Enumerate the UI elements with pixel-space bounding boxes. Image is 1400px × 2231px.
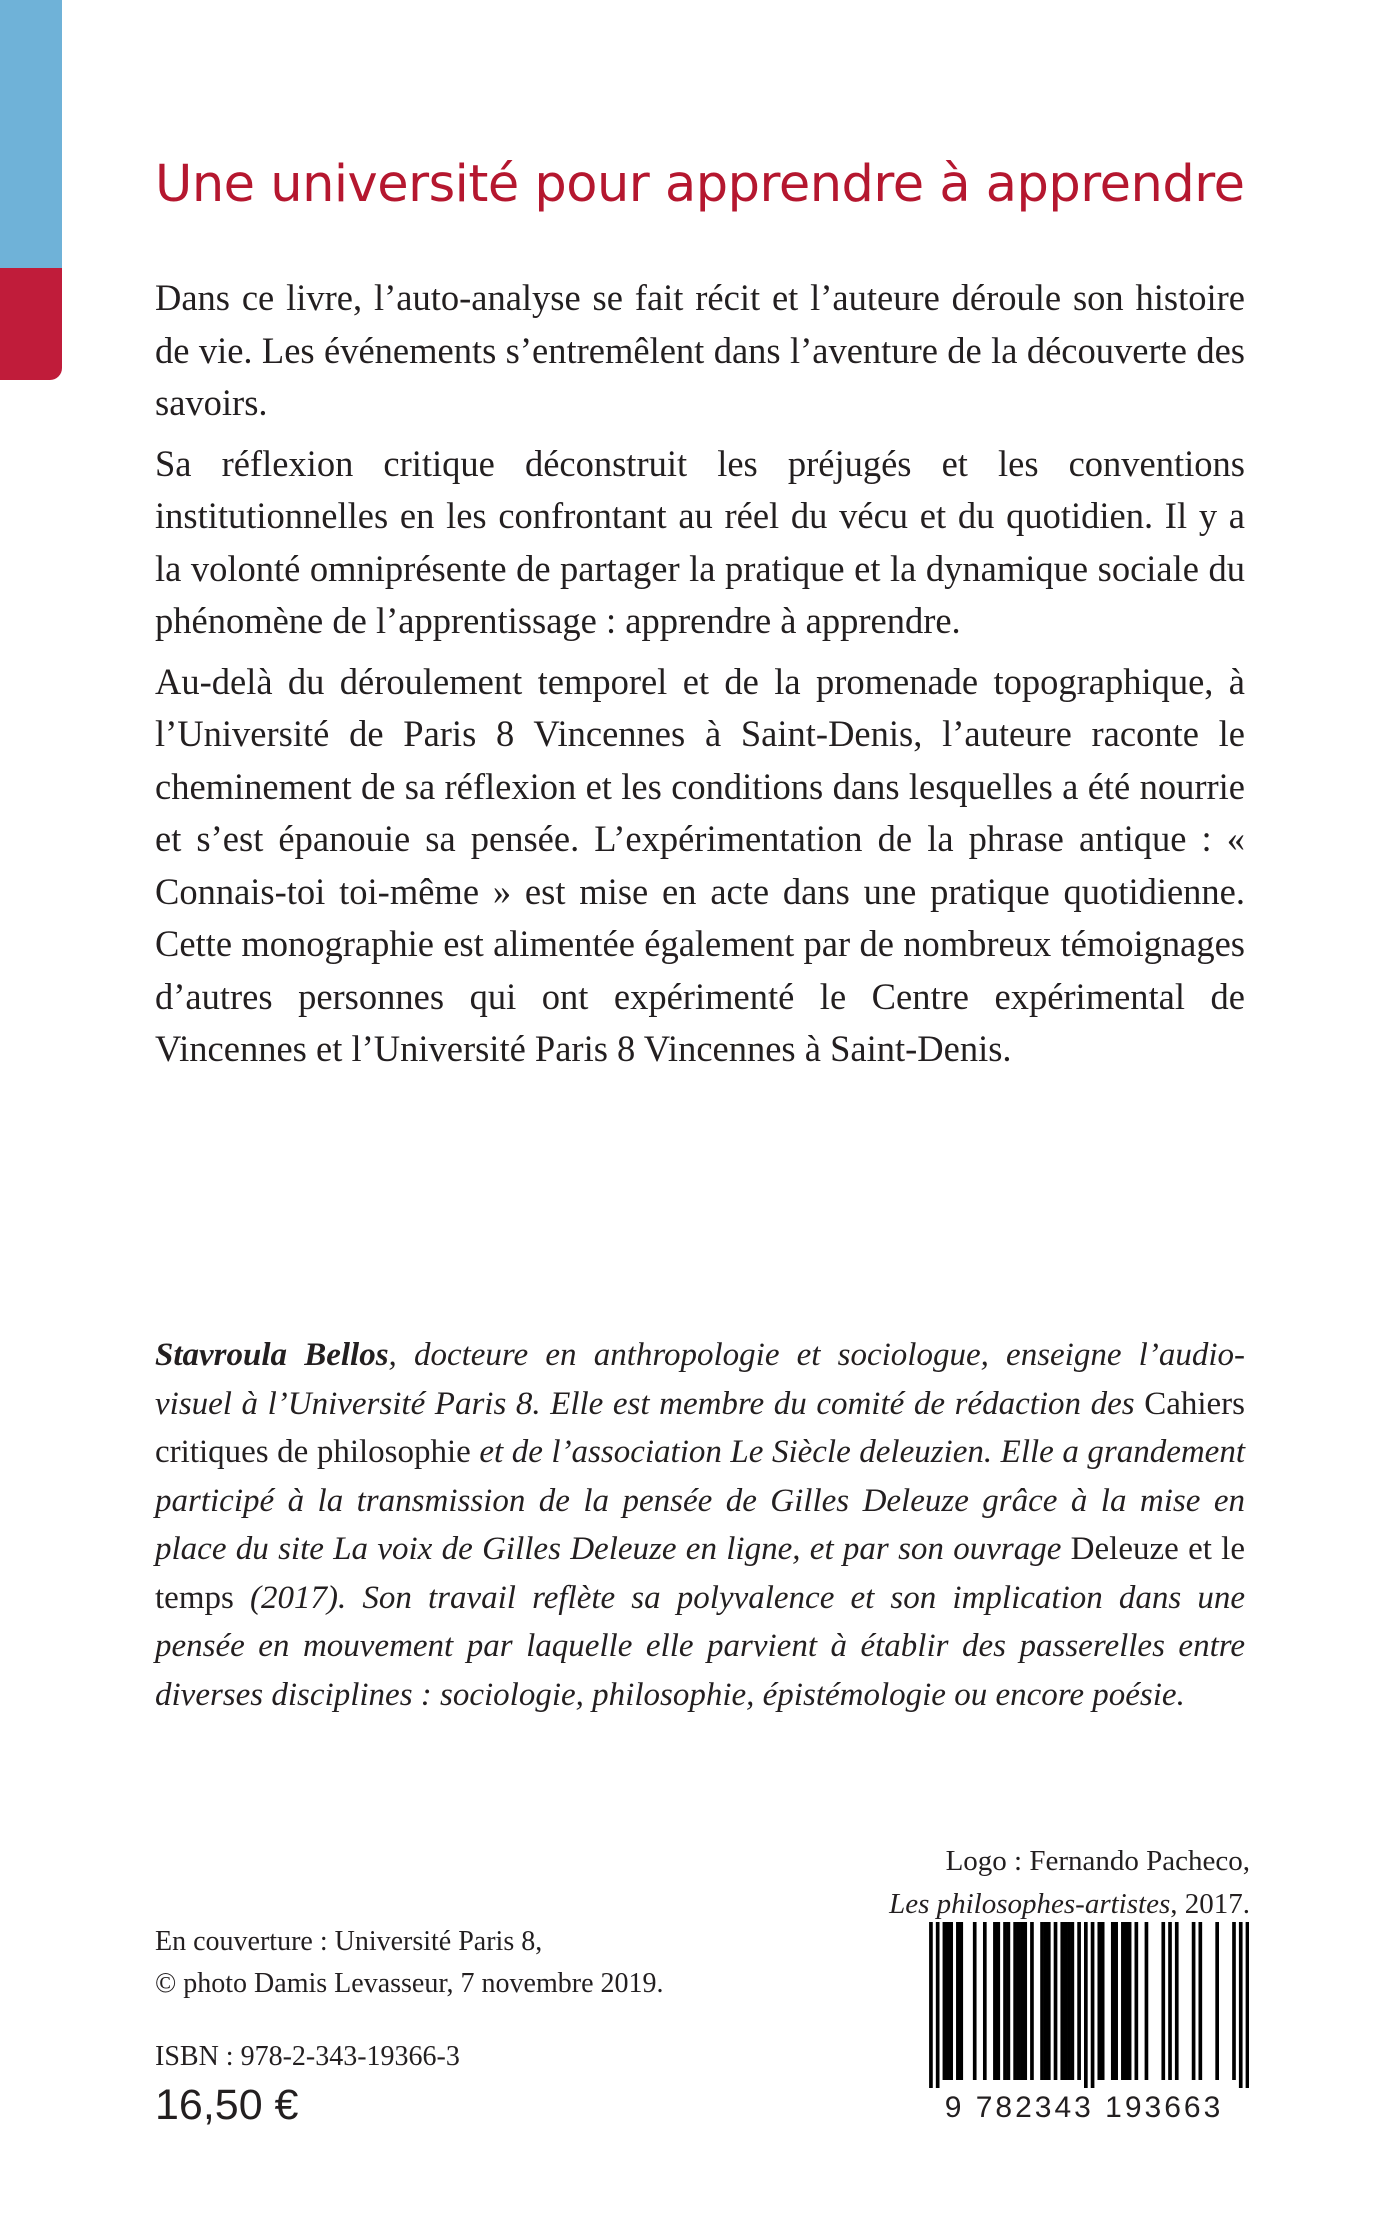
cover-credit-line1: En couverture : Université Paris 8, (155, 1926, 543, 1957)
barcode-bar (1060, 1922, 1064, 2080)
logo-credit (889, 1840, 1250, 1926)
logo-credit-line1: Logo : Fernando Pacheco, (945, 1845, 1250, 1877)
blurb-paragraph-2: Sa réflexion critique déconstruit les préjugés et les conventions institutionnelles en les confrontant au réel du vécu et du quotidien. Il y a la volonté omniprésente de partager la pratique et la dynamique sociale du phénomène de l’apprentissage : apprendre à apprendre. (155, 442, 1245, 641)
barcode-bar (1239, 1922, 1243, 2092)
logo-credit-line2 (889, 1883, 1250, 1926)
price: 16,50 € (155, 2081, 299, 2129)
barcode-bar (1246, 1922, 1249, 2092)
barcode-bar (936, 1922, 940, 2092)
logo-credit-year: , 2017. (1170, 1888, 1250, 1920)
barcode-bar (1192, 1922, 1196, 2080)
barcode-bar (959, 1922, 963, 2080)
barcode-bar (1097, 1922, 1101, 2080)
barcode-bar (1064, 1922, 1068, 2080)
barcode-bar (1007, 1922, 1011, 2080)
barcode-bar (1091, 1922, 1095, 2092)
author-bio (155, 1331, 1245, 1719)
bio-text-3: (2017). Son travail reflète sa polyvalence et son implication dans une pensée en mouvement par laquelle elle parvient à établir des passerelles entre diverses disciplines : sociologie, philosophie, épistémologie ou encore poésie. (155, 1579, 1245, 1713)
barcode-bar (1198, 1922, 1202, 2080)
barcode-bar (949, 1922, 953, 2080)
barcode-bar (929, 1922, 933, 2092)
barcode-bar (1067, 1922, 1071, 2080)
barcode-bar (1040, 1922, 1044, 2080)
barcode-bar (1003, 1922, 1007, 2080)
barcode-bar (1145, 1922, 1149, 2080)
barcode-bar (1215, 1922, 1219, 2080)
barcode-bar (973, 1922, 977, 2080)
barcode-bar (1135, 1922, 1139, 2080)
barcode-bar (1232, 1922, 1236, 2080)
barcode-bar (1077, 1922, 1081, 2080)
bio-journal: Cahiers critiques de philosophie (155, 1385, 1245, 1470)
barcode-bar (1101, 1922, 1105, 2080)
barcode-bar (1013, 1922, 1017, 2080)
barcode-bar (956, 1922, 960, 2080)
barcode-bar (1047, 1922, 1051, 2080)
barcode-bar (1023, 1922, 1027, 2080)
barcode-bar (1161, 1922, 1165, 2080)
barcode-bar (983, 1922, 987, 2080)
barcode-bar (1128, 1922, 1132, 2080)
bio-text-1: , docteure en anthropologie et sociologue, enseigne l’audio-visuel à l’Université Paris 8. Elle est membre du comité de rédaction des (155, 1337, 1245, 1422)
barcode-bar (1114, 1922, 1118, 2080)
barcode-bar (1017, 1922, 1021, 2080)
barcode-bar (1084, 1922, 1088, 2092)
barcode-bar (1054, 1922, 1058, 2080)
barcode-bar (996, 1922, 1000, 2080)
barcode-bar (993, 1922, 997, 2080)
blurb-paragraph-1: Dans ce livre, l’auto-analyse se fait récit et l’auteure déroule son histoire de vie. Les événements s’entremêlent dans l’aventure de la découverte des savoirs. (155, 277, 1245, 423)
barcode-bar (946, 1922, 950, 2080)
isbn: ISBN : 978-2-343-19366-3 (155, 2041, 460, 2072)
barcode-bar (1111, 1922, 1115, 2080)
logo-credit-work: Les philosophes-artistes (889, 1888, 1171, 1920)
blurb (155, 272, 1245, 1084)
author-name: Stavroula Bellos (155, 1337, 389, 1373)
barcode-bar (943, 1922, 947, 2080)
barcode-bar (1121, 1922, 1125, 2080)
bio-text-2: et de l’association Le Siècle deleuzien. Elle a grandement participé à la transmission de la pensée de Gilles Deleuze grâce à la mise en place du site La voix de Gilles Deleuze en ligne, et par son ouvrage (155, 1434, 1245, 1567)
cover-edge-tab-blue (0, 0, 62, 268)
barcode-bar (1168, 1922, 1172, 2080)
barcode-digits: 9 782343 193663 (919, 2088, 1249, 2128)
barcode-bar (1030, 1922, 1034, 2080)
blurb-paragraph-3: Au-delà du déroulement temporel et de la promenade topographique, à l’Université de Paris 8 Vincennes à Saint-Denis, l’auteure raconte le cheminement de sa réflexion et les conditions dans lesquelles a été nourrie et s’est épanouie sa pensée. L’expérimentation de la phrase antique : « Connais-toi toi-même » est mise en acte dans une pratique quotidienne. Cette monographie est alimentée également par de nombreux témoignages d’autres personnes qui ont expérimenté le Centre expérimental de Vincennes et l’Université Paris 8 Vincennes à Saint-Denis. (155, 660, 1245, 1069)
barcode-bars (919, 1922, 1249, 2092)
bio-book: Deleuze et le temps (155, 1531, 1246, 1616)
barcode-bar (1124, 1922, 1128, 2080)
barcode-bar (1071, 1922, 1075, 2080)
barcode-bar (1175, 1922, 1179, 2080)
barcode-bar (1044, 1922, 1048, 2080)
barcode-bar (1020, 1922, 1024, 2080)
cover-credit (155, 1921, 664, 2005)
cover-edge-tab-red (0, 268, 62, 380)
cover-credit-line2: © photo Damis Levasseur, 7 novembre 2019. (155, 1968, 664, 1999)
book-title: Une université pour apprendre à apprendre (155, 155, 1245, 214)
